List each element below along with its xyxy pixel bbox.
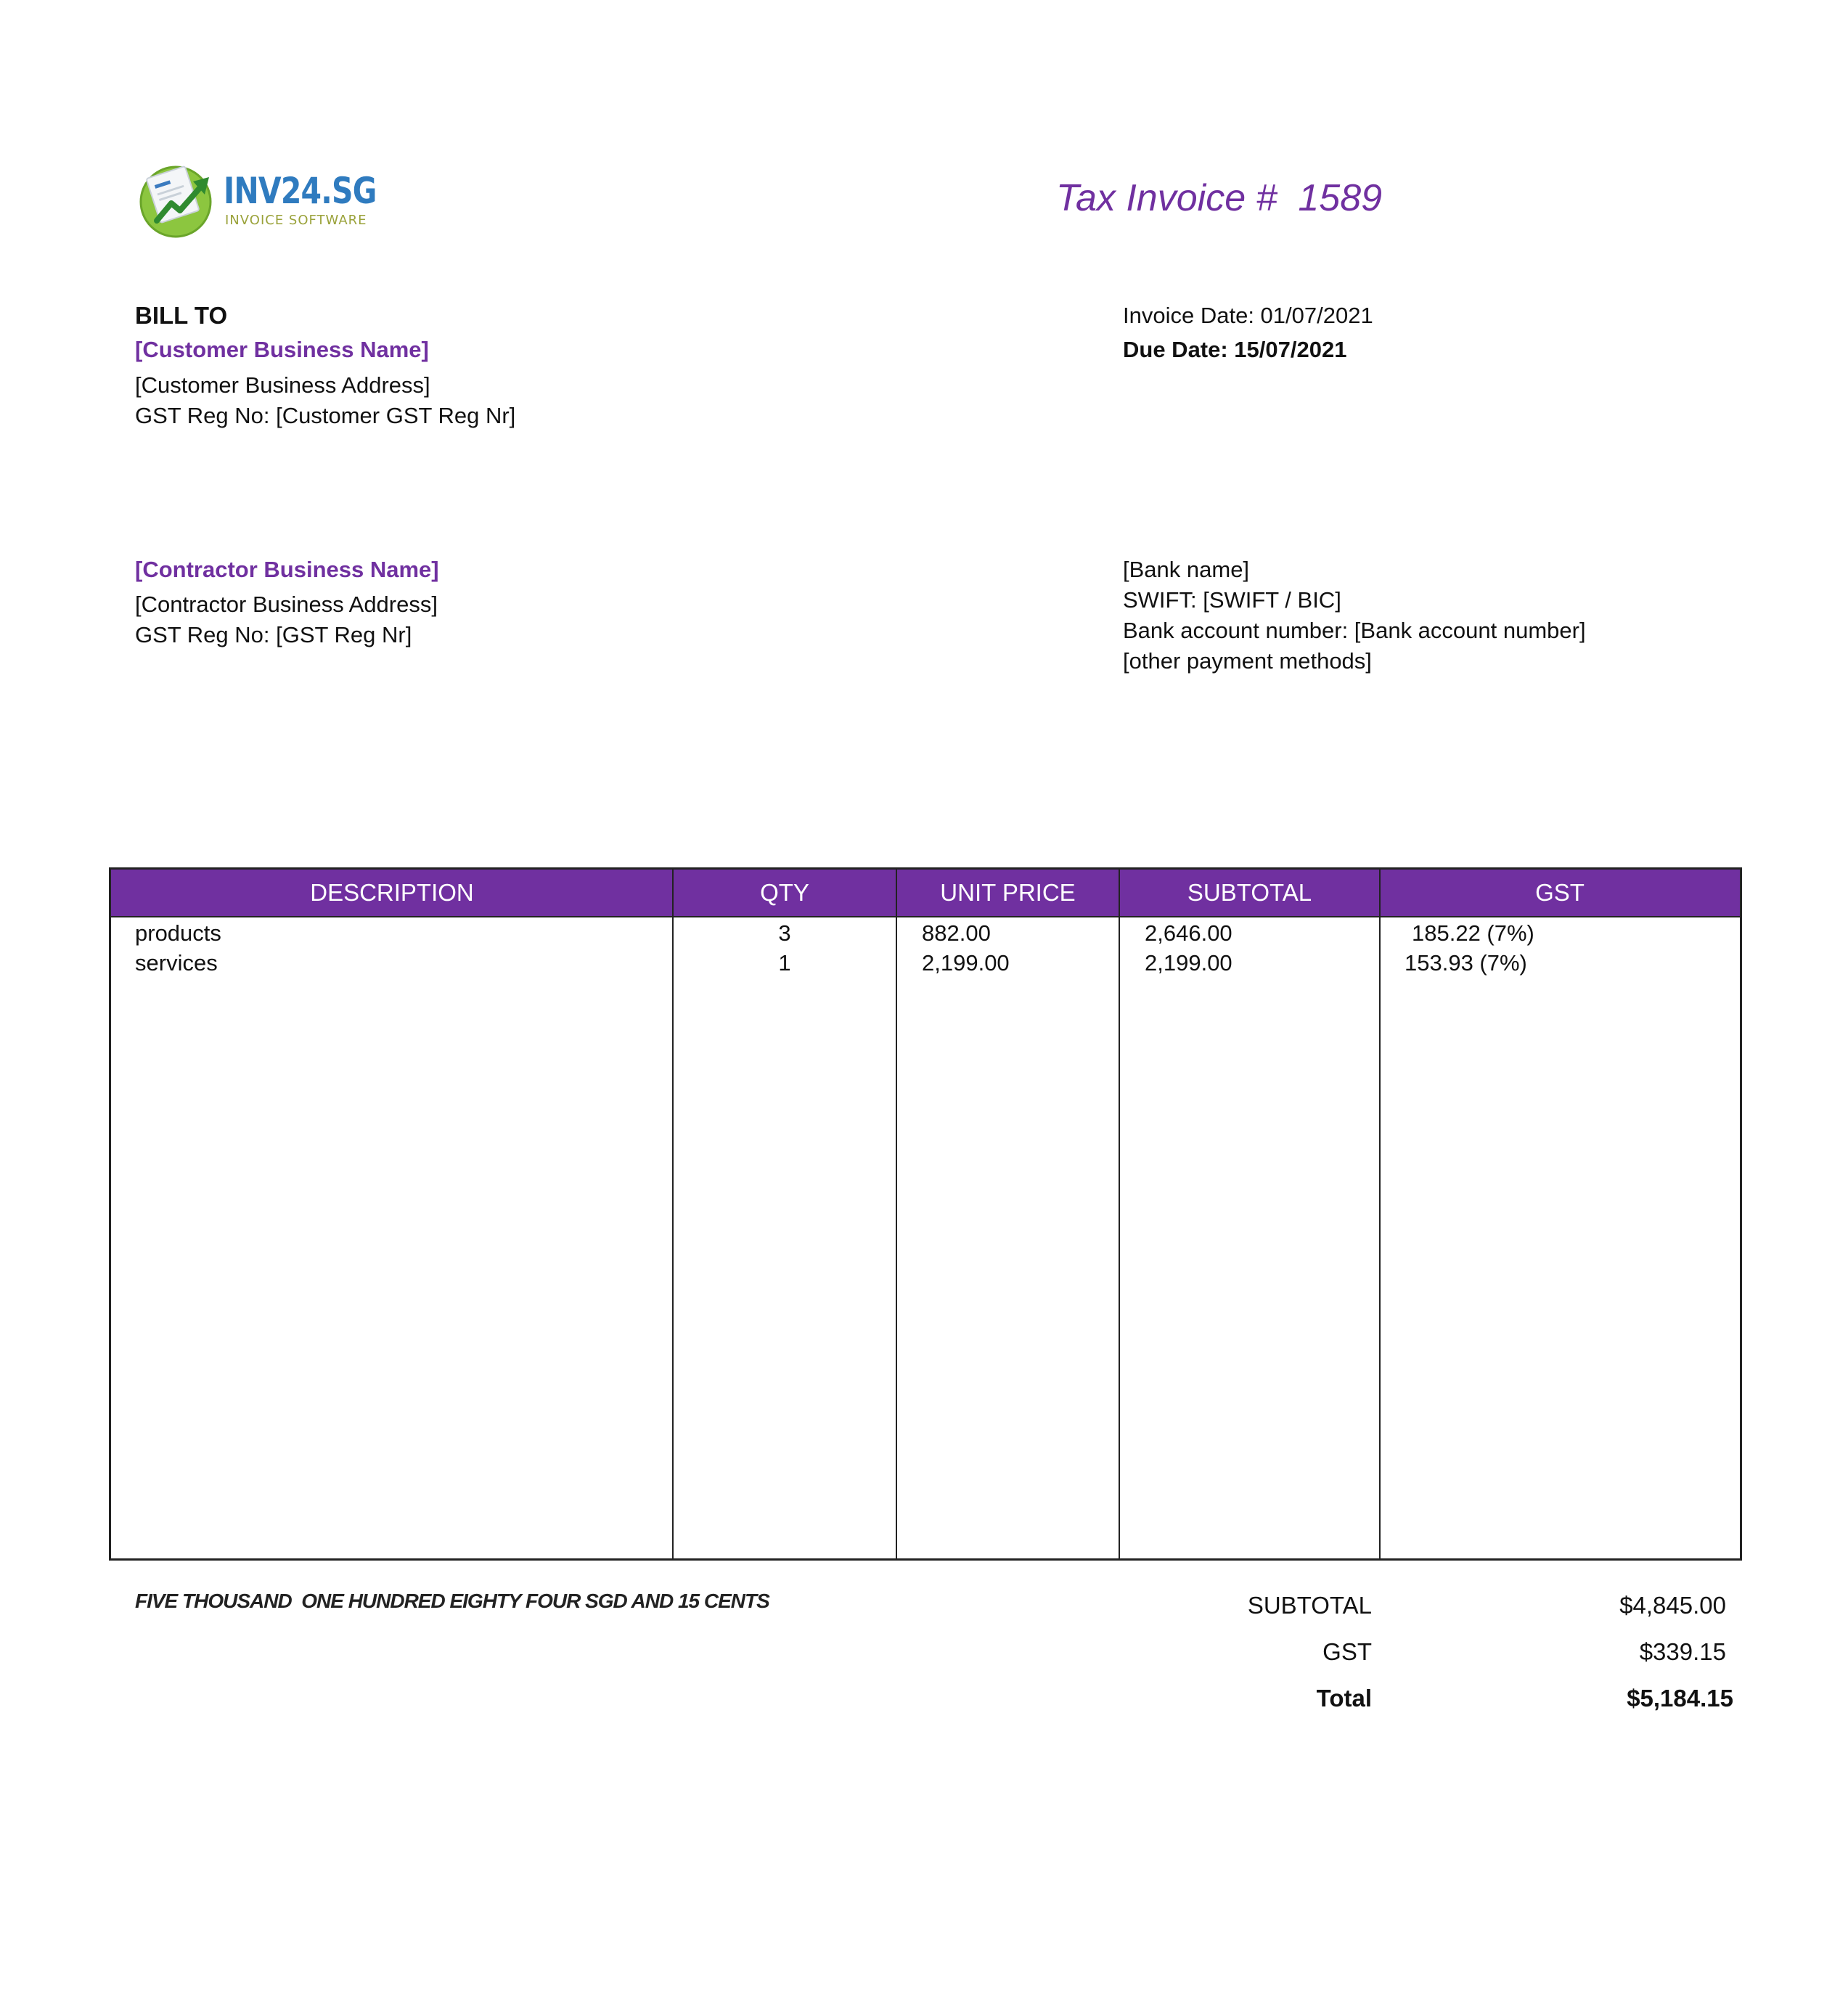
row-gst: 153.93 (7%) xyxy=(1405,950,1527,976)
contractor-address: [Contractor Business Address] xyxy=(135,592,438,617)
column-divider xyxy=(1119,870,1120,1558)
column-header-qty: QTY xyxy=(760,879,809,906)
row-qty: 3 xyxy=(778,920,791,946)
subtotal-label: SUBTOTAL xyxy=(1247,1592,1372,1619)
row-subtotal: 2,646.00 xyxy=(1145,920,1232,946)
row-unit-price: 2,199.00 xyxy=(922,950,1010,976)
column-header-subtotal: SUBTOTAL xyxy=(1187,879,1312,906)
customer-name: [Customer Business Name] xyxy=(135,337,429,362)
company-logo xyxy=(136,158,377,238)
row-gst: 185.22 (7%) xyxy=(1412,920,1534,946)
customer-gst: GST Reg No: [Customer GST Reg Nr] xyxy=(135,403,516,428)
column-header-unit-price: UNIT PRICE xyxy=(940,879,1076,906)
swift-code: SWIFT: [SWIFT / BIC] xyxy=(1123,587,1341,613)
gst-label: GST xyxy=(1322,1638,1372,1665)
bill-to-heading: BILL TO xyxy=(135,302,228,329)
logo-icon xyxy=(136,158,222,238)
logo-wordmark: INV24.SG xyxy=(224,170,377,212)
due-date: Due Date: 15/07/2021 xyxy=(1123,337,1347,362)
row-unit-price: 882.00 xyxy=(922,920,991,946)
total-label: Total xyxy=(1316,1685,1372,1712)
gst-value: $339.15 xyxy=(1639,1638,1726,1665)
bank-name: [Bank name] xyxy=(1123,557,1250,582)
amount-in-words: FIVE THOUSAND ONE HUNDRED EIGHTY FOUR SGD AND 15 CENTS xyxy=(135,1590,769,1612)
contractor-name: [Contractor Business Name] xyxy=(135,557,439,582)
row-description: services xyxy=(135,950,218,976)
contractor-gst: GST Reg No: [GST Reg Nr] xyxy=(135,622,412,647)
bank-account: Bank account number: [Bank account number] xyxy=(1123,618,1586,643)
row-subtotal: 2,199.00 xyxy=(1145,950,1232,976)
customer-address: [Customer Business Address] xyxy=(135,372,430,398)
invoice-date: Invoice Date: 01/07/2021 xyxy=(1123,303,1373,328)
subtotal-value: $4,845.00 xyxy=(1619,1592,1726,1619)
other-payment-methods: [other payment methods] xyxy=(1123,648,1372,674)
column-header-gst: GST xyxy=(1535,879,1585,906)
items-table xyxy=(109,867,1742,1561)
row-description: products xyxy=(135,920,221,946)
column-divider xyxy=(1379,870,1381,1558)
logo-tagline: INVOICE SOFTWARE xyxy=(225,213,367,228)
table-header xyxy=(111,870,1740,916)
total-value: $5,184.15 xyxy=(1627,1685,1733,1712)
row-qty: 1 xyxy=(778,950,791,976)
header-divider xyxy=(111,916,1740,917)
invoice-title: Tax Invoice # 1589 xyxy=(1056,177,1383,219)
column-header-description: DESCRIPTION xyxy=(310,879,474,906)
